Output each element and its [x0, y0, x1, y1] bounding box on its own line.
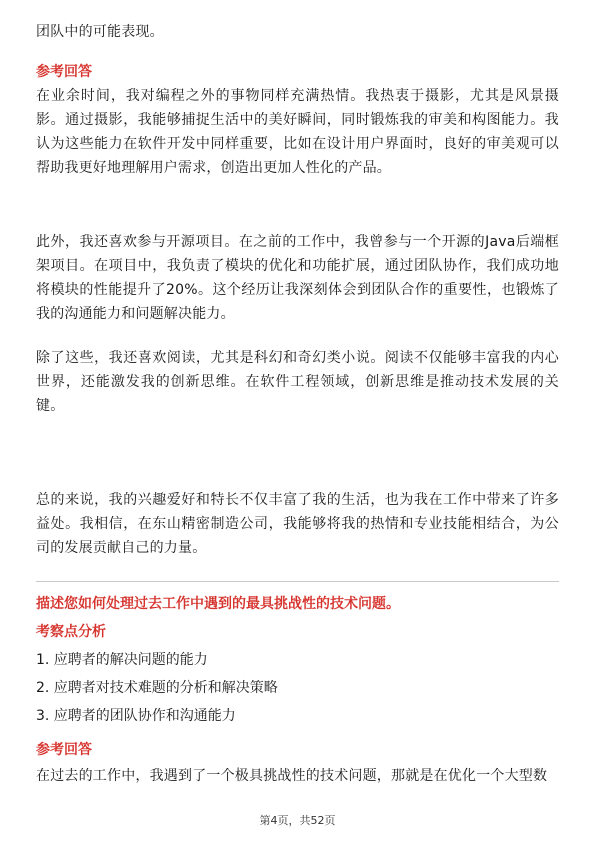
analysis-point-3: 3. 应聘者的团队协作和沟通能力	[36, 708, 236, 724]
section2-question: 描述您如何处理过去工作中遇到的最具挑战性的技术问题。	[36, 596, 400, 612]
section2-answer-start: 在过去的工作中，我遇到了一个极具挑战性的技术问题，那就是在优化一个大型数	[36, 768, 548, 784]
page-number-footer: 第4页，共52页	[259, 814, 336, 827]
analysis-point-1: 1. 应聘者的解决问题的能力	[36, 652, 208, 668]
section1-paragraph-4: 总的来说，我的兴趣爱好和特长不仅丰富了我的生活，也为我在工作中带来了许多益处。我相信，在东山精密制造公司，我能够将我的热情和专业技能相结合，为公司的发展贡献自己的力量。	[36, 492, 559, 556]
analysis-point-2: 2. 应聘者对技术难题的分析和解决策略	[36, 680, 278, 696]
section1-paragraph-3: 除了这些，我还喜欢阅读，尤其是科幻和奇幻类小说。阅读不仅能够丰富我的内心世界，还能激发我的创新思维。在软件工程领域，创新思维是推动技术发展的关键。	[36, 350, 559, 414]
section1-answer-heading: 参考回答	[36, 64, 92, 80]
section1-paragraph-2: 此外，我还喜欢参与开源项目。在之前的工作中，我曾参与一个开源的Java后端框架项目。在项目中，我负责了模块的优化和功能扩展，通过团队协作，我们成功地将模块的性能提升了20%。这个经历让我深刻体会到团队合作的重要性，也锻炼了我的沟通能力和问题解决能力。	[36, 234, 559, 322]
section1-paragraph-1: 在业余时间，我对编程之外的事物同样充满热情。我热衷于摄影，尤其是风景摄影。通过摄影，我能够捕捉生活中的美好瞬间，同时锻炼我的审美和构图能力。我认为这些能力在软件开发中同样重要，比如在设计用户界面时，良好的审美观可以帮助我更好地理解用户需求，创造出更加人性化的产品。	[36, 88, 559, 176]
section2-answer-heading: 参考回答	[36, 742, 92, 758]
section-divider	[36, 581, 559, 582]
intro-tail-text: 团队中的可能表现。	[36, 24, 164, 40]
document-page	[36, 0, 559, 842]
section2-analysis-heading: 考察点分析	[36, 624, 106, 640]
